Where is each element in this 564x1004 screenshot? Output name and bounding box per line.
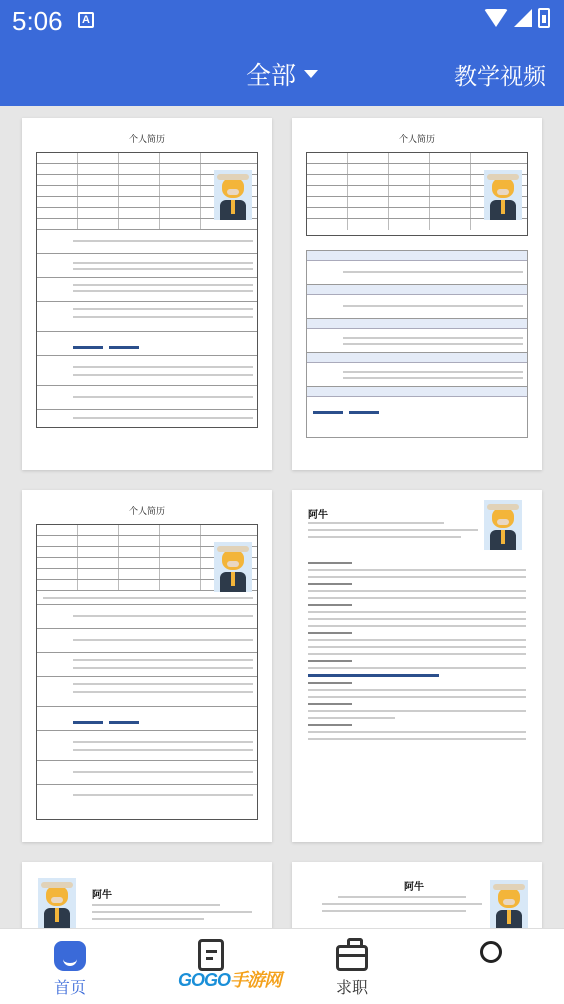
nav-profile[interactable] bbox=[442, 929, 542, 1004]
nav-job[interactable] bbox=[302, 929, 402, 1004]
template-card[interactable] bbox=[22, 118, 272, 470]
template-sections bbox=[306, 250, 528, 438]
template-card[interactable] bbox=[292, 862, 542, 928]
category-title: 全部 bbox=[246, 62, 297, 90]
bottom-nav bbox=[0, 928, 564, 1004]
tutorial-video-link[interactable]: 教学视频 bbox=[454, 63, 546, 89]
wifi-icon bbox=[484, 9, 508, 27]
nav-home[interactable] bbox=[20, 929, 120, 1004]
template-title: 个人简历 bbox=[398, 134, 435, 144]
avatar-image bbox=[38, 878, 76, 928]
template-card[interactable] bbox=[292, 490, 542, 842]
template-card[interactable] bbox=[22, 490, 272, 842]
template-title: 个人简历 bbox=[128, 134, 165, 144]
app-bar bbox=[0, 0, 564, 106]
home-icon bbox=[54, 941, 86, 971]
profile-icon bbox=[480, 941, 502, 963]
battery-icon bbox=[538, 8, 550, 28]
avatar-image bbox=[484, 500, 522, 550]
template-name: 阿牛 bbox=[92, 890, 112, 901]
template-name: 阿牛 bbox=[308, 510, 328, 521]
nav-home-label: 首页 bbox=[53, 980, 86, 997]
briefcase-icon bbox=[336, 945, 368, 971]
template-card[interactable] bbox=[292, 118, 542, 470]
nav-job-label: 求职 bbox=[335, 980, 368, 997]
avatar-image bbox=[484, 170, 522, 220]
status-icons bbox=[484, 8, 550, 28]
watermark-logo: GOGO手游网 bbox=[178, 970, 282, 990]
caret-down-icon bbox=[304, 70, 318, 78]
category-dropdown[interactable] bbox=[246, 56, 318, 92]
template-grid bbox=[0, 106, 564, 928]
signal-icon bbox=[514, 9, 532, 27]
status-time: 5:06 bbox=[12, 6, 63, 36]
template-title: 个人简历 bbox=[128, 506, 165, 516]
template-card[interactable] bbox=[22, 862, 272, 928]
notification-a-icon: A bbox=[78, 12, 94, 28]
avatar-image bbox=[214, 542, 252, 592]
template-name: 阿牛 bbox=[404, 882, 424, 893]
avatar-image bbox=[490, 880, 528, 928]
avatar-image bbox=[214, 170, 252, 220]
